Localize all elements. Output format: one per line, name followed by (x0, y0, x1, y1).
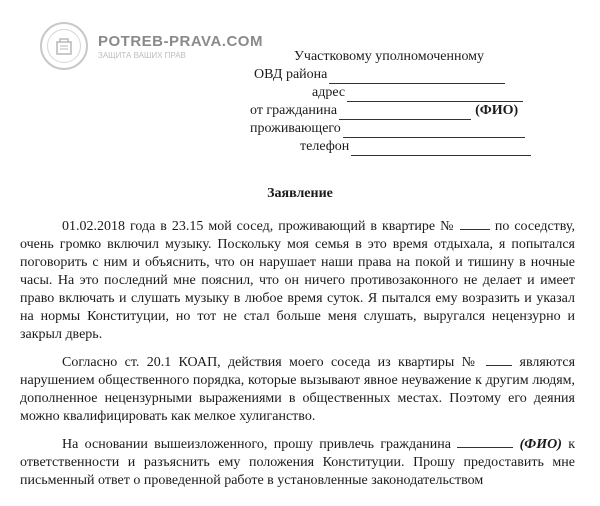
ovd-blank (329, 69, 505, 84)
phone-label: телефон (300, 139, 350, 154)
paragraph-3: На основании вышеизложенного, прошу привлечь гражданина (ФИО) к ответственности и разъяснить ему положения Конституции. Прошу предоставить мне письменный ответ о проведенной работе в установленные законодательством (20, 437, 576, 488)
addressee-block (250, 48, 580, 156)
citizen-blank (457, 435, 513, 448)
residing-blank (343, 123, 525, 138)
document-body (20, 217, 575, 490)
fio-inline: (ФИО) (519, 437, 562, 452)
addressee-line: Участковому уполномоченному (294, 49, 485, 64)
phone-blank (351, 141, 531, 156)
from-citizen-label: от гражданина (250, 103, 338, 118)
paragraph-2: Согласно ст. 20.1 КОАП, действия моего соседа из квартиры № являются нарушением общественного порядка, которые вызывают явное неуважение к другим людям, дополненное нецензурными выражениями в общественных местах. Поэтому его деяния можно квалифицировать как мелкое хулиганство. (20, 355, 576, 424)
residing-label: проживающего (250, 121, 341, 136)
address-label: адрес (312, 85, 346, 100)
address-blank (347, 87, 523, 102)
citizen-name-blank (339, 105, 471, 120)
logo-tagline: ЗАЩИТА ВАШИХ ПРАВ (98, 50, 186, 60)
apartment-blank (460, 217, 490, 230)
logo-name: POTREB-PRAVA.COM (98, 32, 263, 50)
ovd-label: ОВД района (254, 67, 328, 82)
fio-label: (ФИО) (475, 103, 519, 118)
document-title: Заявление (267, 186, 333, 201)
seal-icon (40, 22, 88, 70)
site-logo (40, 22, 263, 70)
paragraph-1: 01.02.2018 года в 23.15 мой сосед, проживающий в квартире № по соседству, очень громко включил музыку. Поскольку моя семья в это время отдыхала, я попытался поговорить с ним и объяснить, что он нарушает наши права на покой и тишину в ночные часы. На это последний мне пояснил, что он ничего противозаконного не делает и имеет право включать и слушать музыку в любое время суток. Я пытался ему возразить и указал на нормы Конституции, но тот не стал больше меня слушать, выругался нецензурно и закрыл дверь. (20, 219, 576, 342)
apartment-blank-2 (486, 353, 512, 366)
